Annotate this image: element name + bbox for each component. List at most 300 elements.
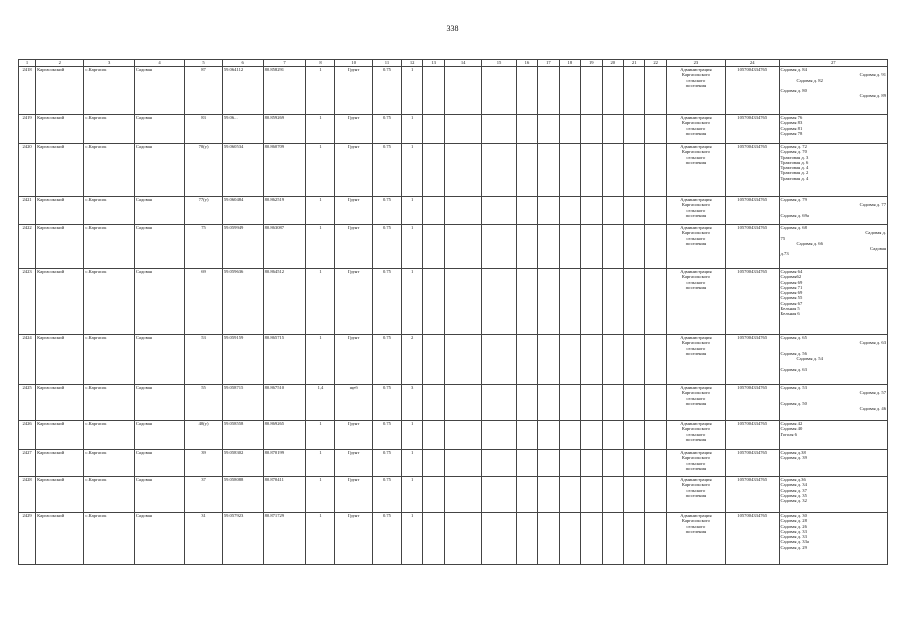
cell-c6: 59.057923: [222, 513, 263, 565]
cell-empty: [559, 335, 580, 385]
cell-c12: 1: [401, 477, 422, 513]
cell-c7: 80.860709: [263, 144, 306, 197]
cell-empty: [538, 385, 559, 421]
cell-c11: 0.75: [372, 335, 401, 385]
cell-c5: 77(у): [185, 197, 223, 225]
cell-c7: 80.859269: [263, 115, 306, 144]
cell-ogrn: 1057004334765: [725, 197, 779, 225]
cell-empty: [423, 115, 444, 144]
address-line: Садовая 69: [780, 279, 803, 285]
cell-c10: Грунт: [335, 421, 373, 450]
cell-empty: [602, 115, 623, 144]
cell-empty: [559, 67, 580, 115]
cell-ogrn: 1057004334765: [725, 513, 779, 565]
column-header: 11: [372, 60, 401, 67]
address-line: Садовая 69: [780, 290, 803, 296]
cell-c8: 1: [306, 67, 335, 115]
cell-c5: 37: [185, 477, 223, 513]
address-line: Садовая д. 57: [859, 390, 886, 396]
address-line: Садовая 64: [780, 269, 803, 274]
address-line: Садовая д. 77: [859, 202, 886, 208]
cell-c6: 59.058088: [222, 477, 263, 513]
column-header: 6: [222, 60, 263, 67]
cell-c4: Садовая: [134, 513, 184, 565]
cell-n: 2418: [19, 67, 36, 115]
address-line: Садовая д. 56: [780, 350, 807, 356]
cell-empty: [516, 477, 537, 513]
owner-line: сельского: [686, 125, 706, 131]
cell-empty: [581, 115, 602, 144]
cell-addresses: [779, 477, 887, 513]
cell-empty: [645, 421, 666, 450]
cell-n: 2423: [19, 269, 36, 335]
owner-line: Каргасокского: [681, 202, 710, 208]
cell-empty: [444, 450, 482, 477]
column-header: 23: [666, 60, 725, 67]
table-row: [19, 225, 888, 269]
table-row: [19, 269, 888, 335]
address-line: Бельная 6: [780, 311, 800, 317]
owner-line: поселения: [685, 130, 707, 136]
owner-line: Каргасокского: [681, 72, 710, 78]
address-line: Садовая д. 33: [780, 534, 807, 540]
cell-empty: [581, 450, 602, 477]
cell-empty: [516, 385, 537, 421]
cell-c10: Грунт: [335, 477, 373, 513]
cell-empty: [444, 421, 482, 450]
table-row: [19, 115, 888, 144]
cell-c12: 1: [401, 513, 422, 565]
cell-c7: 80.869265: [263, 421, 306, 450]
cell-c11: 0.75: [372, 385, 401, 421]
address-line: Садовая62: [780, 274, 802, 280]
owner-line: Каргасокского: [681, 230, 710, 236]
cell-empty: [423, 144, 444, 197]
cell-owner: [666, 421, 725, 450]
cell-c2: Каргасокский: [36, 450, 84, 477]
cell-c8: 1: [306, 269, 335, 335]
cell-c3: с.Каргасок: [84, 197, 134, 225]
cell-ogrn: 1057004334765: [725, 67, 779, 115]
cell-empty: [444, 225, 482, 269]
page-number: 338: [446, 24, 459, 33]
address-line: Садовая д. 30: [780, 513, 807, 518]
cell-empty: [516, 115, 537, 144]
cell-c10: Грунт: [335, 513, 373, 565]
cell-c10: Грунт: [335, 269, 373, 335]
cell-empty: [559, 197, 580, 225]
cell-n: 2425: [19, 385, 36, 421]
address-line: Садовая д. 65: [780, 335, 807, 340]
cell-c4: Садовая: [134, 385, 184, 421]
cell-c6: 59.059949: [222, 225, 263, 269]
cell-c3: с.Каргасок: [84, 225, 134, 269]
cell-c3: с.Каргасок: [84, 335, 134, 385]
owner-line: сельского: [686, 395, 706, 401]
owner-line: Каргасокского: [681, 426, 710, 432]
address-line: Садовая д. 32: [780, 498, 807, 504]
cell-c6: 59.060534: [222, 144, 263, 197]
cell-c4: Садовая: [134, 450, 184, 477]
cell-c12: 1: [401, 450, 422, 477]
cell-addresses: [779, 335, 887, 385]
cell-empty: [559, 115, 580, 144]
address-line: Садовая д. 46: [859, 406, 886, 412]
address-line: Садовая 40: [780, 426, 803, 432]
cell-c12: 3: [401, 385, 422, 421]
cell-empty: [423, 197, 444, 225]
cell-c5: 31: [185, 513, 223, 565]
cell-empty: [602, 144, 623, 197]
cell-empty: [623, 197, 644, 225]
cell-c7: 80.865715: [263, 335, 306, 385]
cell-empty: [538, 197, 559, 225]
owner-line: Администрация: [680, 450, 712, 455]
cell-empty: [581, 144, 602, 197]
cell-empty: [623, 421, 644, 450]
column-header: 12: [401, 60, 422, 67]
owner-line: Каргасокского: [681, 149, 710, 155]
owner-line: поселения: [685, 492, 707, 498]
column-number-row: [19, 60, 888, 67]
address-line: Садовая д. 63: [859, 340, 886, 346]
cell-empty: [602, 225, 623, 269]
cell-empty: [516, 513, 537, 565]
cell-empty: [623, 67, 644, 115]
cell-owner: [666, 335, 725, 385]
cell-c8: 1: [306, 225, 335, 269]
column-header: 4: [134, 60, 184, 67]
cell-c11: 0.75: [372, 197, 401, 225]
cell-c7: 80.870199: [263, 450, 306, 477]
address-line: Гоголя 6: [780, 431, 797, 437]
cell-empty: [482, 421, 516, 450]
owner-line: сельского: [686, 431, 706, 437]
cell-c8: 1: [306, 197, 335, 225]
cell-c5: 69: [185, 269, 223, 335]
cell-ogrn: 1057004334765: [725, 144, 779, 197]
cell-empty: [623, 477, 644, 513]
cell-c5: 87: [185, 67, 223, 115]
table-row: [19, 513, 888, 565]
cell-c4: Садовая: [134, 115, 184, 144]
cell-c7: 80.871729: [263, 513, 306, 565]
cell-c3: с.Каргасок: [84, 450, 134, 477]
owner-line: Каргасокского: [681, 274, 710, 280]
cell-ogrn: 1057004334765: [725, 335, 779, 385]
address-line: Садовая д. 91: [859, 72, 886, 78]
cell-c4: Садовая: [134, 269, 184, 335]
address-line: Садовая д. 35: [780, 492, 807, 498]
cell-c7: 80.864512: [263, 269, 306, 335]
address-line: Садовая д. 72: [780, 144, 807, 149]
address-line: Садовая 78: [780, 130, 803, 136]
cell-c10: Грунт: [335, 67, 373, 115]
cell-empty: [623, 385, 644, 421]
cell-empty: [444, 197, 482, 225]
cell-c8: 1: [306, 335, 335, 385]
owner-line: Администрация: [680, 115, 712, 120]
address-line: Садовая 76: [780, 115, 803, 120]
cell-c8: 1: [306, 115, 335, 144]
column-header: 21: [623, 60, 644, 67]
cell-empty: [423, 477, 444, 513]
cell-empty: [623, 335, 644, 385]
cell-empty: [623, 450, 644, 477]
cell-empty: [423, 450, 444, 477]
cell-c10: Грунт: [335, 197, 373, 225]
cell-empty: [559, 225, 580, 269]
cell-c2: Каргасокский: [36, 477, 84, 513]
cell-empty: [623, 225, 644, 269]
cell-empty: [516, 197, 537, 225]
cell-empty: [645, 477, 666, 513]
cell-n: 2419: [19, 115, 36, 144]
address-line: Садовая д. 50: [780, 400, 807, 406]
cell-owner: [666, 115, 725, 144]
cell-owner: [666, 513, 725, 565]
cell-c11: 0.75: [372, 144, 401, 197]
cell-c2: Каргасокский: [36, 513, 84, 565]
cell-owner: [666, 477, 725, 513]
cell-c10: Грунт: [335, 450, 373, 477]
column-header: 1: [19, 60, 36, 67]
cell-empty: [423, 385, 444, 421]
cell-n: 2421: [19, 197, 36, 225]
cell-c6: 59.058558: [222, 421, 263, 450]
cell-c5: 83: [185, 115, 223, 144]
cell-empty: [538, 67, 559, 115]
cell-empty: [482, 269, 516, 335]
cell-empty: [602, 477, 623, 513]
address-line: Садовая д. 39: [780, 455, 807, 461]
column-header: 3: [84, 60, 134, 67]
cell-empty: [538, 477, 559, 513]
cell-empty: [423, 67, 444, 115]
cell-empty: [645, 144, 666, 197]
cell-c6: 59.058302: [222, 450, 263, 477]
owner-line: сельского: [686, 279, 706, 285]
cell-empty: [559, 421, 580, 450]
cell-addresses: [779, 513, 887, 565]
owner-line: Администрация: [680, 477, 712, 482]
owner-line: поселения: [685, 240, 707, 246]
owner-line: Администрация: [680, 513, 712, 518]
cell-n: 2426: [19, 421, 36, 450]
cell-c12: 1: [401, 197, 422, 225]
cell-n: 2424: [19, 335, 36, 385]
address-line: Трактовая д. 6: [780, 159, 809, 165]
cell-empty: [516, 269, 537, 335]
cell-addresses: [779, 269, 887, 335]
cell-c8: 1: [306, 144, 335, 197]
owner-line: Каргасокского: [681, 340, 710, 346]
cell-empty: [423, 421, 444, 450]
cell-c2: Каргасокский: [36, 225, 84, 269]
owner-line: Каргасокского: [681, 482, 710, 488]
cell-c7: 80.870411: [263, 477, 306, 513]
owner-line: сельского: [686, 487, 706, 493]
cell-empty: [645, 67, 666, 115]
cell-empty: [516, 450, 537, 477]
cell-owner: [666, 269, 725, 335]
owner-line: сельского: [686, 523, 706, 529]
cell-empty: [581, 477, 602, 513]
cell-ogrn: 1057004334765: [725, 450, 779, 477]
column-header: 16: [516, 60, 537, 67]
owner-line: сельского: [686, 154, 706, 160]
cell-c6: 59.059159: [222, 335, 263, 385]
cell-empty: [538, 335, 559, 385]
owner-line: Администрация: [680, 144, 712, 149]
address-line: Садовая д. 28: [780, 518, 807, 524]
cell-empty: [602, 450, 623, 477]
cell-empty: [581, 197, 602, 225]
cell-addresses: [779, 67, 887, 115]
cell-c4: Садовая: [134, 225, 184, 269]
cell-n: 2427: [19, 450, 36, 477]
cell-empty: [444, 144, 482, 197]
address-line: 75: [780, 235, 786, 241]
cell-c11: 0.75: [372, 421, 401, 450]
column-header: 14: [444, 60, 482, 67]
cell-c8: 1,4: [306, 385, 335, 421]
cell-c6: 59.06...: [222, 115, 263, 144]
cell-c10: Грунт: [335, 144, 373, 197]
owner-line: поселения: [685, 350, 707, 356]
cell-empty: [559, 385, 580, 421]
cell-c2: Каргасокский: [36, 385, 84, 421]
address-line: Садовая 42: [780, 421, 803, 426]
owner-line: Администрация: [680, 269, 712, 274]
cell-empty: [423, 335, 444, 385]
owner-line: поселения: [685, 159, 707, 165]
address-line: Садовая д. 54: [796, 356, 823, 362]
cell-c12: 1: [401, 421, 422, 450]
cell-empty: [423, 225, 444, 269]
cell-owner: [666, 67, 725, 115]
owner-line: поселения: [685, 528, 707, 534]
address-line: Трактовая д. 2: [780, 170, 809, 176]
cell-empty: [602, 421, 623, 450]
cell-c4: Садовая: [134, 477, 184, 513]
owner-line: Администрация: [680, 385, 712, 390]
cell-empty: [444, 115, 482, 144]
address-line: Садовая 71: [780, 284, 803, 290]
address-line: Садовая 81: [780, 125, 803, 131]
cell-empty: [581, 385, 602, 421]
cell-addresses: [779, 225, 887, 269]
address-line: Садовая д. 66: [796, 240, 823, 246]
table-row: [19, 421, 888, 450]
cell-c5: 53: [185, 335, 223, 385]
cell-empty: [559, 477, 580, 513]
address-line: Садовая: [870, 246, 886, 252]
address-line: Садовая д. 89: [859, 93, 886, 99]
cell-c10: Грунт: [335, 335, 373, 385]
address-line: Садовая д. 68: [780, 225, 807, 230]
cell-empty: [602, 335, 623, 385]
cell-empty: [444, 269, 482, 335]
cell-empty: [602, 67, 623, 115]
cell-empty: [444, 67, 482, 115]
cell-c3: с.Каргасок: [84, 421, 134, 450]
owner-line: Администрация: [680, 197, 712, 202]
cell-owner: [666, 385, 725, 421]
cell-addresses: [779, 197, 887, 225]
cell-empty: [623, 513, 644, 565]
table-row: [19, 385, 888, 421]
cell-n: 2420: [19, 144, 36, 197]
cell-empty: [602, 269, 623, 335]
address-line: Садовая д. 82: [796, 77, 823, 83]
cell-empty: [559, 269, 580, 335]
cell-c3: с.Каргасок: [84, 67, 134, 115]
cell-empty: [516, 421, 537, 450]
owner-line: Каргасокского: [681, 455, 710, 461]
cell-empty: [645, 197, 666, 225]
cell-c11: 0.75: [372, 450, 401, 477]
cell-c2: Каргасокский: [36, 144, 84, 197]
cell-c5: 70(у): [185, 144, 223, 197]
cell-empty: [482, 477, 516, 513]
address-line: Садовая д. 79: [780, 197, 807, 202]
cell-owner: [666, 144, 725, 197]
cell-empty: [581, 67, 602, 115]
cell-addresses: [779, 421, 887, 450]
cell-empty: [559, 513, 580, 565]
address-line: Садовая 55: [780, 295, 803, 301]
cell-ogrn: 1057004334765: [725, 385, 779, 421]
table-row: [19, 450, 888, 477]
cell-empty: [444, 385, 482, 421]
cell-empty: [538, 450, 559, 477]
cell-empty: [538, 225, 559, 269]
cell-empty: [581, 225, 602, 269]
cell-n: 2422: [19, 225, 36, 269]
owner-line: Администрация: [680, 225, 712, 230]
table-row: [19, 335, 888, 385]
cell-empty: [444, 513, 482, 565]
cell-empty: [516, 225, 537, 269]
cell-c8: 1: [306, 477, 335, 513]
owner-line: поселения: [685, 436, 707, 442]
cell-c12: 2: [401, 335, 422, 385]
cell-c2: Каргасокский: [36, 67, 84, 115]
column-header: 13: [423, 60, 444, 67]
cell-c7: 80.867510: [263, 385, 306, 421]
cell-c4: Садовая: [134, 144, 184, 197]
table-row: [19, 144, 888, 197]
cell-empty: [538, 144, 559, 197]
address-line: Садовая д. 70: [780, 149, 807, 155]
address-line: Садовая д. 33: [780, 528, 807, 534]
cell-empty: [645, 385, 666, 421]
cell-c11: 0.75: [372, 115, 401, 144]
address-line: Садовая д. 37: [780, 487, 807, 493]
address-line: Садовая д. 34: [780, 482, 807, 488]
owner-line: Каргасокского: [681, 390, 710, 396]
cell-c5: 40(у): [185, 421, 223, 450]
cell-owner: [666, 197, 725, 225]
cell-c10: Грунт: [335, 115, 373, 144]
cell-c6: 59.064112: [222, 67, 263, 115]
cell-ogrn: 1057004334765: [725, 421, 779, 450]
cell-empty: [482, 385, 516, 421]
address-line: Садовая д.: [865, 230, 886, 236]
cell-c12: 1: [401, 115, 422, 144]
cell-ogrn: 1057004334765: [725, 225, 779, 269]
